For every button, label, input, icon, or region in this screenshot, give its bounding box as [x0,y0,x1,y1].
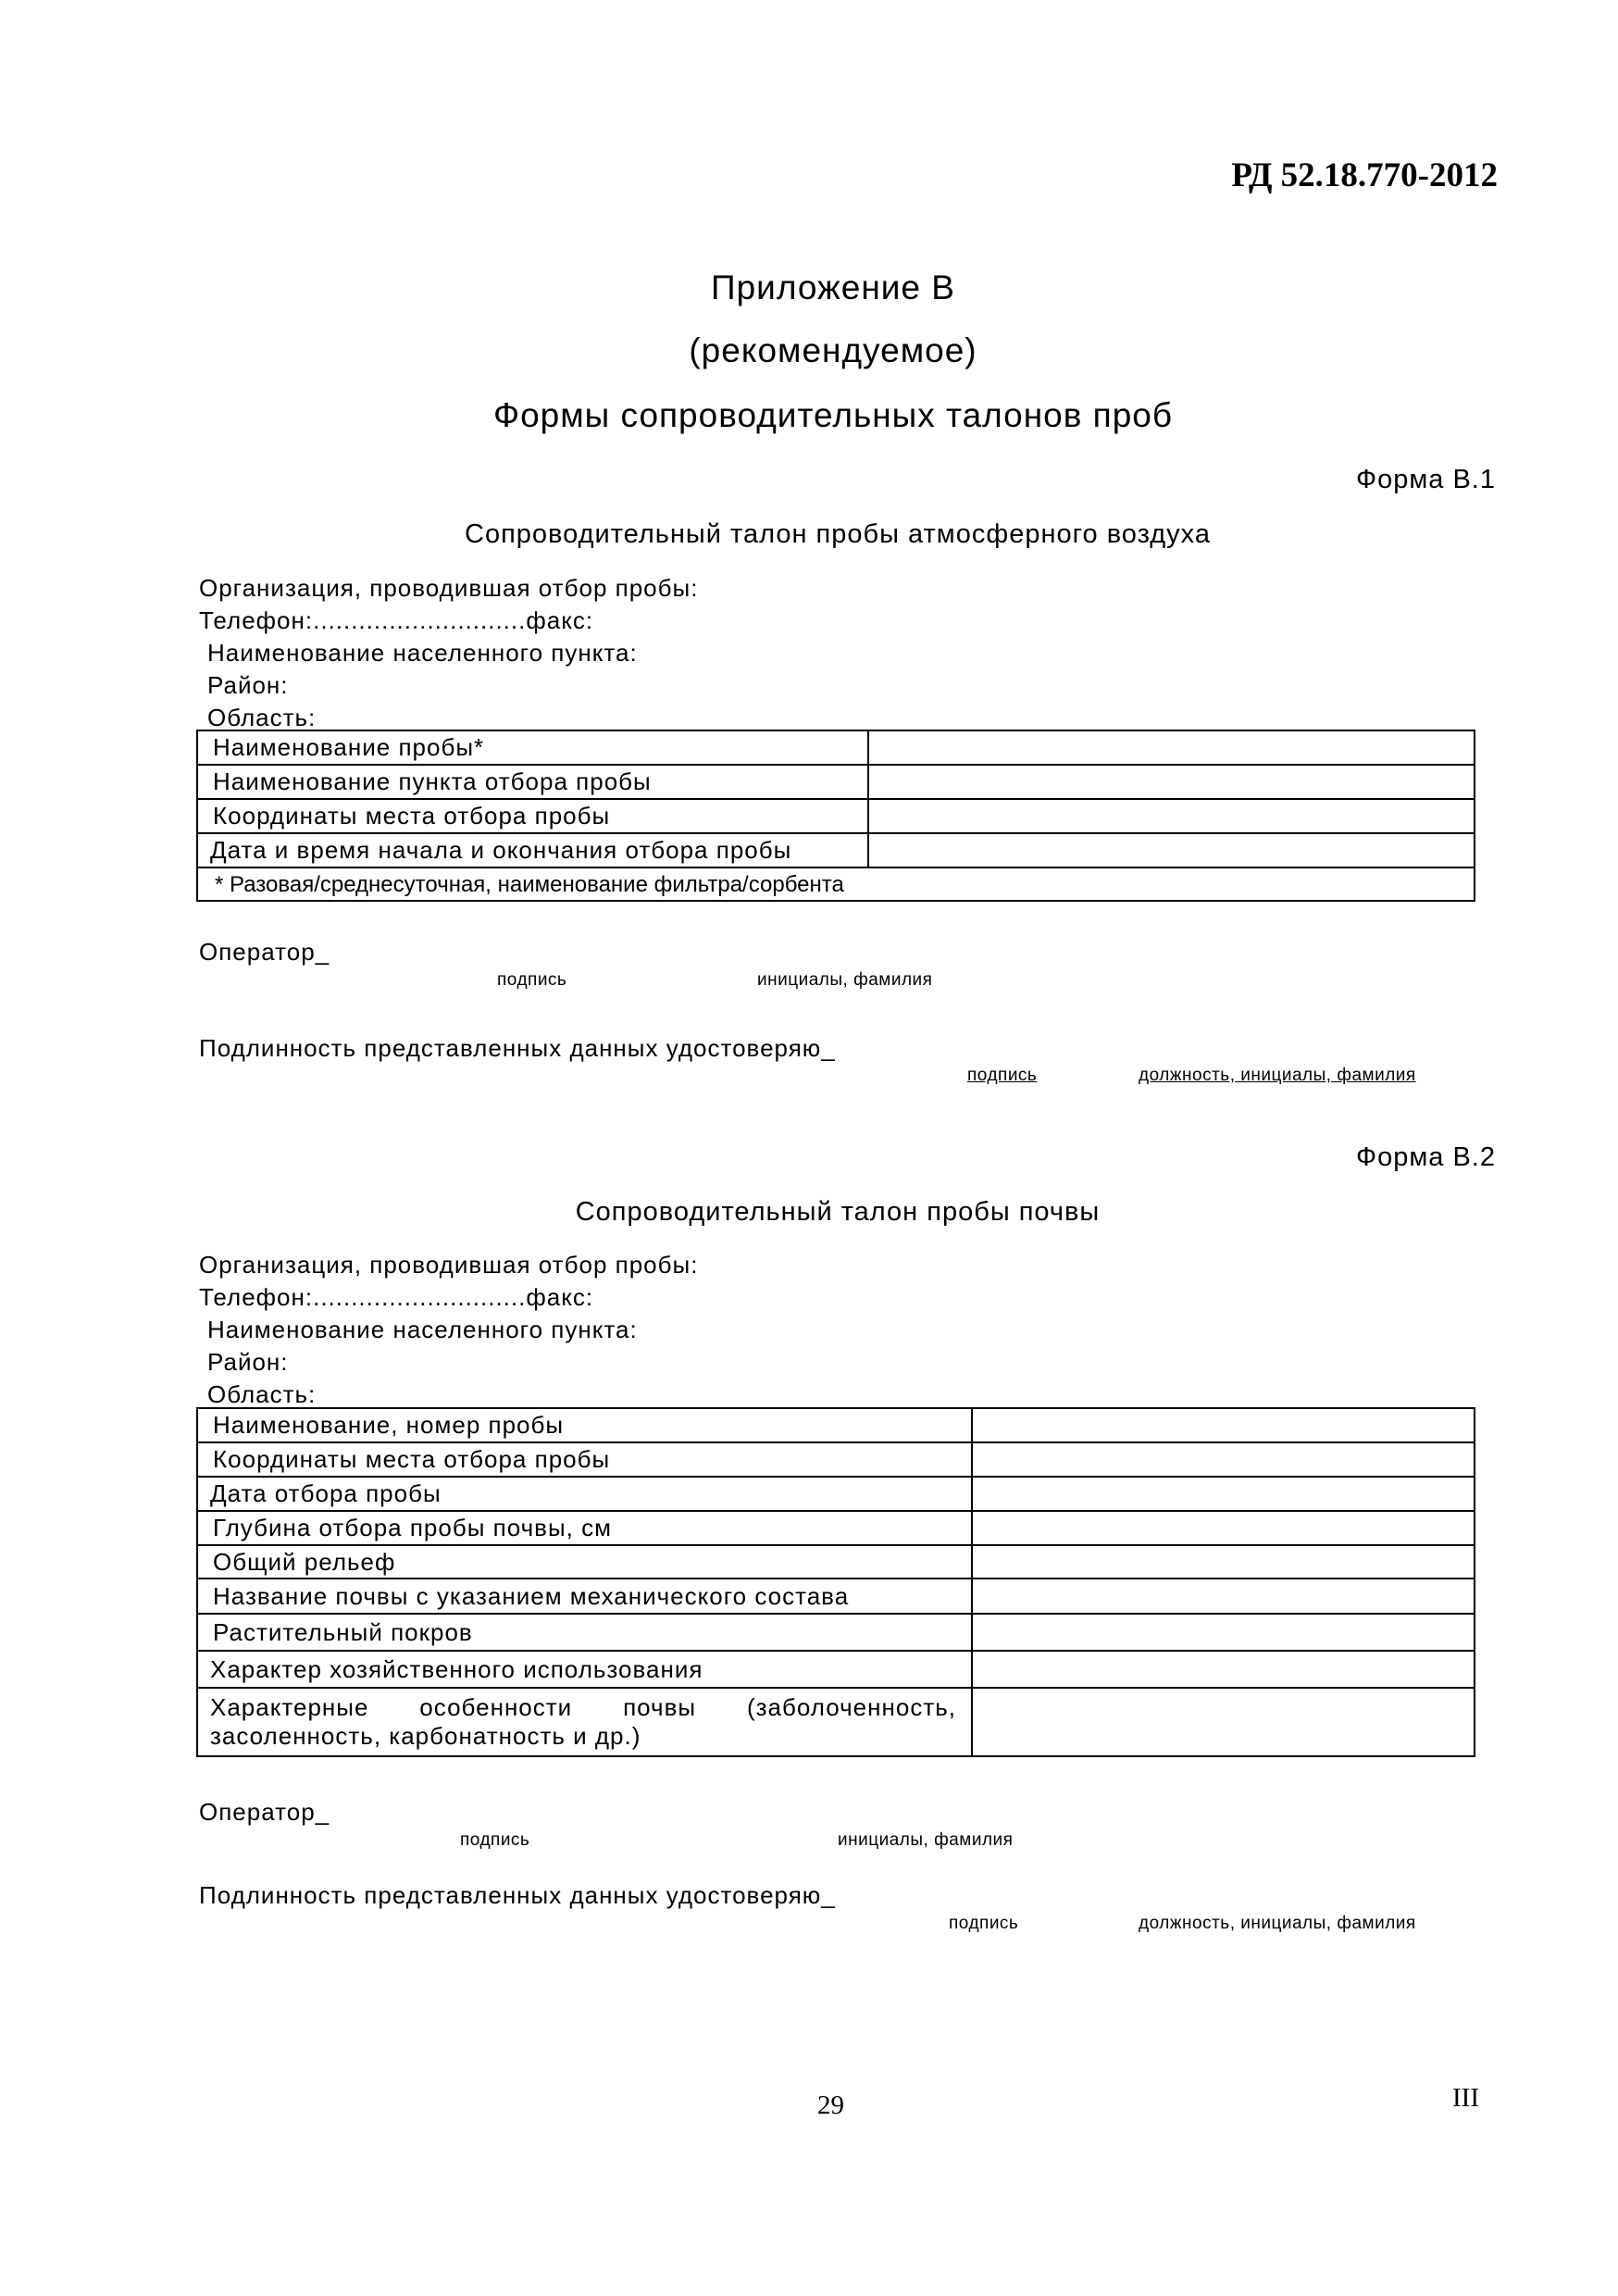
form1-auth-signature-caption: подпись [967,1066,1038,1085]
form1-org-line: Организация, проводившая отбор пробы: [199,574,699,602]
form1-table-row [197,730,1475,765]
form1-row-value[interactable] [868,730,1475,765]
form1-phone-label: Телефон: [199,606,314,634]
form2-operator-line [199,1798,330,1827]
form1-authenticity-blank[interactable]: _ [821,1034,836,1062]
form2-row-label: Координаты места отбора пробы [197,1442,972,1477]
form2-settlement-line: Наименование населенного пункта: [207,1316,638,1343]
form2-row-value[interactable] [972,1442,1475,1477]
form2-row-label: Характерные особенности почвы (заболоченность, засоленность, карбонатность и др.) [197,1688,972,1756]
form1-row-label: Координаты места отбора пробы [197,799,868,833]
form1-auth-position-caption: должность, инициалы, фамилия [1139,1066,1416,1085]
form2-phone-dots: ............................ [313,1283,527,1311]
form2-row-label: Общий рельеф [197,1545,972,1578]
form2-authenticity-line [199,1881,836,1910]
form1-operator-line [199,938,330,967]
form2-row-label: Название почвы с указанием механического состава [197,1578,972,1614]
form1-row-label: Дата и время начала и окончания отбора пробы [197,833,868,867]
form2-row-label: Дата отбора пробы [197,1477,972,1511]
form1-table [196,730,1475,902]
form2-signature-caption: подпись [460,1830,530,1850]
form1-region-line: Область: [207,704,317,731]
form1-district-line: Район: [207,671,289,699]
form2-operator-label: Оператор [199,1798,316,1826]
form1-settlement-line: Наименование населенного пункта: [207,639,638,667]
form1-table-row [197,833,1475,867]
form1-row-label: Наименование пробы* [197,730,868,765]
form2-table-row [197,1545,1475,1578]
form2-auth-signature-caption: подпись [949,1914,1019,1933]
appendix-title: Приложение В [711,268,955,306]
form1-label: Форма В.1 [1356,465,1496,494]
form1-title: Сопроводительный талон пробы атмосферного воздуха [465,519,1211,549]
appendix-status: (рекомендуемое) [689,331,977,369]
form2-org-line: Организация, проводившая отбор пробы: [199,1251,699,1279]
form1-signature-caption: подпись [497,970,567,990]
form2-authenticity-blank[interactable]: _ [821,1881,836,1909]
form2-table-row [197,1442,1475,1477]
form1-authenticity-line [199,1034,836,1063]
form2-row-value[interactable] [972,1614,1475,1651]
form1-operator-blank[interactable]: _ [315,938,330,966]
form2-table-row [197,1511,1475,1545]
form2-table-row [197,1477,1475,1511]
form2-row-value[interactable] [972,1578,1475,1614]
form2-row-value[interactable] [972,1408,1475,1442]
form2-phone-line [199,1283,593,1312]
form2-row-value[interactable] [972,1545,1475,1578]
form1-row-value[interactable] [868,765,1475,799]
form1-phone-dots: ............................ [313,606,527,634]
form2-table-row [197,1651,1475,1688]
form2-table-row [197,1688,1475,1756]
form2-row-label: Растительный покров [197,1614,972,1651]
form2-district-line: Район: [207,1348,289,1376]
form2-row-label: Характер хозяйственного использования [197,1651,972,1688]
form2-row-value[interactable] [972,1511,1475,1545]
form2-row-value[interactable] [972,1477,1475,1511]
form1-phone-line [199,606,593,635]
appendix-subject: Формы сопроводительных талонов проб [492,396,1174,434]
roman-numeral: III [1452,2083,1479,2113]
form2-region-line: Область: [207,1380,317,1408]
form2-auth-position-caption: должность, инициалы, фамилия [1139,1914,1416,1933]
form2-fax-label: факс: [526,1283,594,1311]
form2-label: Форма В.2 [1356,1142,1496,1172]
form1-table-row [197,765,1475,799]
form1-row-value[interactable] [868,833,1475,867]
page-number: 29 [817,2090,844,2120]
form2-authenticity-label: Подлинность представленных данных удостоверяю [199,1881,822,1909]
form2-title: Сопроводительный талон пробы почвы [575,1197,1101,1227]
form1-row-label: Наименование пункта отбора пробы [197,765,868,799]
form2-operator-blank[interactable]: _ [315,1798,330,1826]
form1-table-note: * Разовая/среднесуточная, наименование фильтра/сорбента [197,867,1475,901]
form2-table-row [197,1578,1475,1614]
form1-table-note-row [197,867,1475,901]
form2-row-value[interactable] [972,1688,1475,1756]
form2-row-label: Наименование, номер пробы [197,1408,972,1442]
form2-initials-caption: инициалы, фамилия [838,1830,1014,1850]
form2-row-label: Глубина отбора пробы почвы, см [197,1511,972,1545]
form2-table [196,1407,1475,1757]
form2-phone-label: Телефон: [199,1283,314,1311]
document-number: РД 52.18.770-2012 [1231,156,1498,194]
form1-operator-label: Оператор [199,938,316,966]
form1-row-value[interactable] [868,799,1475,833]
form1-fax-label: факс: [526,606,594,634]
form2-row-value[interactable] [972,1651,1475,1688]
form2-table-row [197,1408,1475,1442]
form1-table-row [197,799,1475,833]
form2-table-row [197,1614,1475,1651]
form1-initials-caption: инициалы, фамилия [757,970,933,990]
form1-authenticity-label: Подлинность представленных данных удостоверяю [199,1034,822,1062]
